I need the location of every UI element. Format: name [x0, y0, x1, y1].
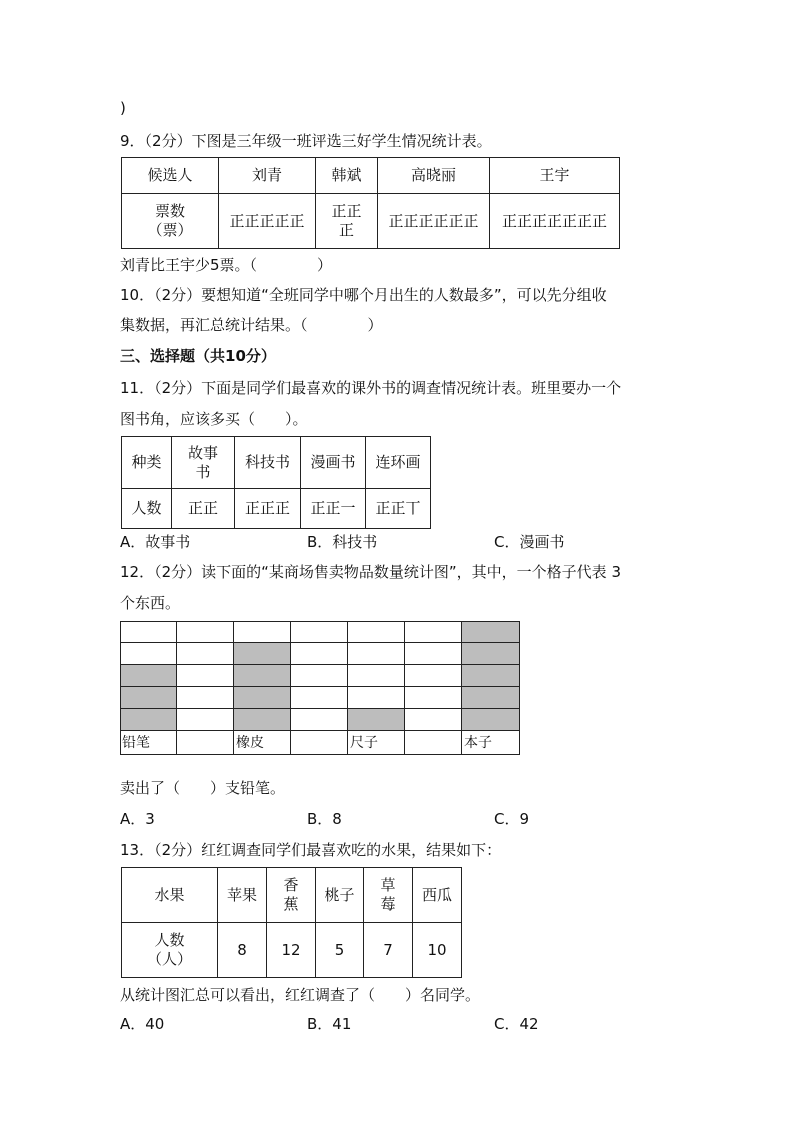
- q13-header-banana-line2: 蕉: [283, 895, 299, 913]
- q9-statement: 刘青比王宇少5票。（ ）: [120, 256, 333, 274]
- q9-tally-liuqing: 正正正正正: [219, 194, 316, 249]
- q11-header-story-line1: 故事: [187, 443, 218, 462]
- q13-value-watermelon: 10: [413, 923, 462, 978]
- q11-option-b[interactable]: B．科技书: [307, 533, 378, 551]
- q10-line1: 10．（2分）要想知道“全班同学中哪个月出生的人数最多”，可以先分组收: [120, 286, 607, 304]
- q11-header-comic: 漫画书: [301, 437, 366, 489]
- q9-tally-wangyu: 正正正正正正正: [490, 194, 620, 249]
- q12-option-b[interactable]: B．8: [307, 810, 342, 828]
- q12-pictograph: [120, 621, 520, 755]
- q11-table: [121, 436, 431, 529]
- q13-header-apple: 苹果: [218, 868, 267, 923]
- q9-tally-gaoxiaoli: 正正正正正正: [378, 194, 490, 249]
- q13-row-label: [122, 923, 218, 978]
- q13-question: 从统计图汇总可以看出，红红调查了（ ）名同学。: [120, 986, 481, 1004]
- q11-header-story-line2: 书: [195, 462, 211, 481]
- q12-line2: 个东西。: [120, 594, 181, 612]
- q11-header-story: [172, 437, 235, 489]
- grid-border: [120, 621, 520, 755]
- q12-option-a[interactable]: A．3: [120, 810, 155, 828]
- q11-option-c[interactable]: C．漫画书: [494, 533, 565, 551]
- q13-header-banana: [267, 868, 316, 923]
- q9-table: [121, 157, 620, 249]
- q10-line2: 集数据，再汇总统计结果。（ ）: [120, 316, 383, 334]
- q11-header-kind: 种类: [122, 437, 172, 489]
- q9-header-gaoxiaoli: 高晓丽: [378, 158, 490, 194]
- q13-option-a[interactable]: A．40: [120, 1015, 165, 1033]
- q9-row-label-line2: （票）: [147, 221, 193, 239]
- grid-label: 本子: [464, 735, 492, 751]
- q9-row-label: [122, 194, 219, 249]
- q13-value-strawberry: 7: [364, 923, 413, 978]
- grid-label: 尺子: [350, 735, 378, 751]
- q11-line1: 11．（2分）下面是同学们最喜欢的课外书的调查情况统计表。班里要办一个: [120, 379, 622, 397]
- q13-value-banana: 12: [267, 923, 316, 978]
- q11-header-picture: 连环画: [366, 437, 431, 489]
- q13-row-label-line2: （人）: [146, 950, 192, 968]
- q13-value-peach: 5: [316, 923, 364, 978]
- q11-tally-science: 正正正: [235, 489, 301, 529]
- q9-header-wangyu: 王宇: [490, 158, 620, 194]
- q11-option-a[interactable]: A．故事书: [120, 533, 191, 551]
- q13-option-c[interactable]: C．42: [494, 1015, 539, 1033]
- q12-line1: 12．（2分）读下面的“某商场售卖物品数量统计图”，其中，一个格子代表 3: [120, 563, 621, 581]
- q12-question: 卖出了（ ）支铅笔。: [120, 779, 286, 797]
- grid-label: 铅笔: [122, 735, 150, 751]
- q12-option-c[interactable]: C．9: [494, 810, 530, 828]
- q9-row-label-line1: 票数: [154, 202, 185, 220]
- q13-header-strawberry-line2: 莓: [380, 895, 396, 913]
- q13-header-watermelon: 西瓜: [413, 868, 462, 923]
- q11-row-label: 人数: [122, 489, 172, 529]
- q13-stem: 13．（2分）红红调查同学们最喜欢吃的水果，结果如下：: [120, 841, 502, 859]
- q11-tally-story: 正正: [172, 489, 235, 529]
- q9-tally-hanbin-line1: 正正: [331, 202, 362, 220]
- q11-tally-comic: 正正一: [301, 489, 366, 529]
- q13-header-strawberry: [364, 868, 413, 923]
- q9-header-liuqing: 刘青: [219, 158, 316, 194]
- q13-value-apple: 8: [218, 923, 267, 978]
- q9-header-hanbin: 韩斌: [316, 158, 378, 194]
- q9-header-candidate: 候选人: [122, 158, 219, 194]
- q11-line2: 图书角，应该多买（ ）。: [120, 410, 308, 428]
- q13-header-strawberry-line1: 草: [380, 876, 396, 894]
- q13-option-b[interactable]: B．41: [307, 1015, 352, 1033]
- q13-row-label-line1: 人数: [154, 931, 185, 949]
- q9-stem: 9．（2分）下图是三年级一班评选三好学生情况统计表。: [120, 132, 492, 150]
- grid-label: 橡皮: [236, 735, 264, 751]
- q13-header-banana-line1: 香: [283, 876, 299, 894]
- q9-tally-hanbin: [316, 194, 378, 249]
- q11-header-science: 科技书: [235, 437, 301, 489]
- q13-header-fruit: 水果: [122, 868, 218, 923]
- q13-header-peach: 桃子: [316, 868, 364, 923]
- q9-tally-hanbin-line2: 正: [338, 221, 354, 239]
- top-paren: ): [120, 99, 126, 117]
- section-title: 三、选择题（共10分）: [120, 347, 276, 365]
- q13-table: [121, 867, 462, 978]
- q11-tally-picture: 正正丅: [366, 489, 431, 529]
